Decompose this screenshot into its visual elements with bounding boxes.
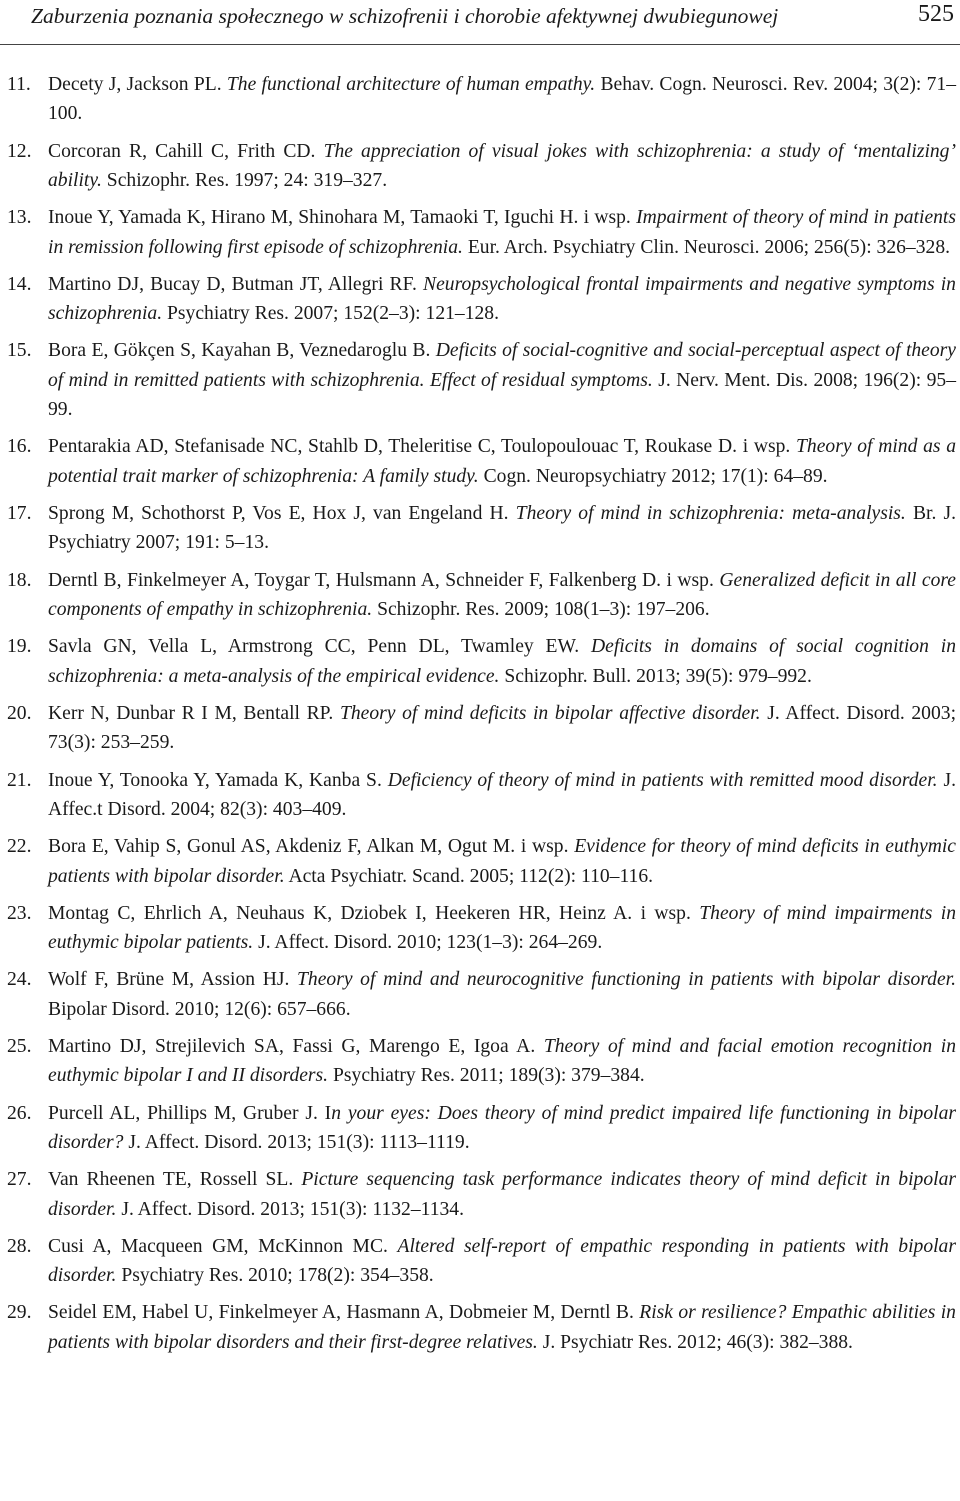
reference-number: 19. xyxy=(7,636,32,658)
reference-authors: Wolf F, Brüne M, Assion HJ. xyxy=(48,969,290,991)
reference-source: Psychiatry Res. 2007; 152(2–3): 121–128. xyxy=(167,303,499,325)
reference-number: 26. xyxy=(7,1102,32,1124)
reference-number: 11. xyxy=(7,74,31,95)
reference-source: Bipolar Disord. 2010; 12(6): 657–666. xyxy=(48,998,351,1020)
reference-authors: Inoue Y, Yamada K, Hirano M, Shinohara M, Tamaoki T, Iguchi H. i wsp. xyxy=(48,207,631,229)
reference-number: 18. xyxy=(7,569,32,591)
reference-number: 27. xyxy=(7,1169,32,1191)
reference-authors: Purcell AL, Phillips M, Gruber J. I xyxy=(48,1102,332,1124)
reference-number: 29. xyxy=(7,1302,32,1324)
reference-number: 22. xyxy=(7,836,32,858)
reference-number: 15. xyxy=(7,340,32,362)
reference-item xyxy=(0,432,960,491)
reference-title: Theory of mind and neurocognitive functioning in patients with bipolar disorder. xyxy=(297,969,956,991)
reference-number: 16. xyxy=(7,436,32,458)
reference-authors: Martino DJ, Strejilevich SA, Fassi G, Marengo E, Igoa A. xyxy=(48,1035,536,1057)
reference-title: Theory of mind in schizophrenia: meta-analysis. xyxy=(515,503,906,525)
reference-source: J. Nerv. Ment. Dis. 2008; 196(2): 95–99. xyxy=(48,369,956,421)
reference-authors: Cusi A, Macqueen GM, McKinnon MC. xyxy=(48,1235,388,1257)
reference-source: J. Affect. Disord. 2013; 151(3): 1113–1119. xyxy=(128,1131,470,1153)
reference-authors: Inoue Y, Tonooka Y, Yamada K, Kanba S. xyxy=(48,769,382,791)
reference-item xyxy=(0,566,960,625)
reference-authors: Van Rheenen TE, Rossell SL. xyxy=(48,1169,294,1191)
reference-title: Theory of mind and facial emotion recognition in euthymic bipolar I and II disorders. xyxy=(48,1035,956,1087)
reference-source: Cogn. Neuropsychiatry 2012; 17(1): 64–89. xyxy=(483,465,828,487)
reference-authors: Martino DJ, Bucay D, Butman JT, Allegri RF. xyxy=(48,273,417,295)
reference-source: J. Affec.t Disord. 2004; 82(3): 403–409. xyxy=(48,769,956,820)
reference-item xyxy=(0,336,960,424)
reference-title: Deficits in domains of social cognition in schizophrenia: a meta-analysis of the empirical evidence. xyxy=(48,636,956,687)
reference-authors: Savla GN, Vella L, Armstrong CC, Penn DL, Twamley EW. xyxy=(48,636,580,658)
reference-number: 12. xyxy=(7,140,32,162)
reference-source: Eur. Arch. Psychiatry Clin. Neurosci. 2006; 256(5): 326–328. xyxy=(467,236,951,258)
reference-item xyxy=(0,270,960,329)
reference-title: Generalized deficit in all core components of empathy in schizophrenia. xyxy=(48,569,957,621)
reference-number: 25. xyxy=(7,1035,32,1057)
reference-item xyxy=(0,965,960,1024)
reference-item xyxy=(0,1298,960,1357)
reference-title: Evidence for theory of mind deficits in euthymic patients with bipolar disorder. xyxy=(48,836,957,887)
reference-source: J. Psychiatr Res. 2012; 46(3): 382–388. xyxy=(542,1331,853,1353)
reference-source: Psychiatry Res. 2010; 178(2): 354–358. xyxy=(121,1265,434,1287)
reference-title: Picture sequencing task performance indicates theory of mind deficit in bipolar disorder. xyxy=(48,1169,956,1220)
reference-source: Psychiatry Res. 2011; 189(3): 379–384. xyxy=(333,1065,645,1087)
reference-title: Altered self-report of empathic responding in patients with bipolar disorder. xyxy=(48,1235,956,1287)
reference-item xyxy=(0,1032,960,1091)
reference-item xyxy=(0,137,960,196)
reference-title: Theory of mind impairments in euthymic bipolar patients. xyxy=(48,902,956,954)
reference-number: 20. xyxy=(7,702,32,724)
reference-authors: Kerr N, Dunbar R I M, Bentall RP. xyxy=(48,702,334,724)
reference-authors: Seidel EM, Habel U, Finkelmeyer A, Hasmann A, Dobmeier M, Derntl B. xyxy=(48,1302,634,1324)
reference-authors: Decety J, Jackson PL. xyxy=(48,74,222,95)
reference-title: Deficiency of theory of mind in patients with remitted mood disorder. xyxy=(387,769,938,791)
page-number: 525 xyxy=(918,1,954,27)
reference-item xyxy=(0,699,960,758)
reference-number: 24. xyxy=(7,969,32,991)
reference-number: 21. xyxy=(7,769,32,791)
reference-authors: Bora E, Gökçen S, Kayahan B, Veznedaroglu B. xyxy=(48,340,431,362)
reference-title: Impairment of theory of mind in patients in remission following first episode of schizophrenia. xyxy=(48,207,957,258)
reference-item xyxy=(0,899,960,958)
reference-item xyxy=(0,766,960,825)
reference-title: Deficits of social-cognitive and social-perceptual aspect of theory of mind in remitted patients with schizophrenia. Effect of residual symptoms. xyxy=(48,340,956,391)
reference-authors: Derntl B, Finkelmeyer A, Toygar T, Hulsmann A, Schneider F, Falkenberg D. i wsp. xyxy=(48,569,714,591)
reference-list xyxy=(0,70,960,1365)
reference-title: The functional architecture of human empathy. xyxy=(226,74,596,95)
reference-title: Theory of mind as a potential trait marker of schizophrenia: A family study. xyxy=(48,436,957,487)
reference-item xyxy=(0,70,960,129)
reference-source: Schizophr. Bull. 2013; 39(5): 979–992. xyxy=(504,665,812,687)
reference-item xyxy=(0,1099,960,1158)
reference-source: J. Affect. Disord. 2010; 123(1–3): 264–269. xyxy=(258,932,603,954)
reference-authors: Sprong M, Schothorst P, Vos E, Hox J, van Engeland H. xyxy=(48,503,509,525)
running-title: Zaburzenia poznania społecznego w schizofrenii i chorobie afektywnej dwubiegunowej xyxy=(31,4,779,28)
reference-item xyxy=(0,499,960,558)
reference-title: Risk or resilience? Empathic abilities in patients with bipolar disorders and their first-degree relatives. xyxy=(48,1302,956,1353)
reference-authors: Corcoran R, Cahill C, Frith CD. xyxy=(48,140,316,162)
reference-item xyxy=(0,1232,960,1291)
reference-number: 28. xyxy=(7,1235,32,1257)
reference-number: 17. xyxy=(7,503,32,525)
reference-item xyxy=(0,832,960,891)
reference-title: The appreciation of visual jokes with schizophrenia: a study of ‘mentalizing’ ability. xyxy=(48,140,957,192)
reference-source: Behav. Cogn. Neurosci. Rev. 2004; 3(2): 71–100. xyxy=(48,74,957,125)
reference-number: 23. xyxy=(7,902,32,924)
reference-source: Br. J. Psychiatry 2007; 191: 5–13. xyxy=(48,503,956,554)
reference-source: Acta Psychiatr. Scand. 2005; 112(2): 110–116. xyxy=(288,865,654,887)
reference-item xyxy=(0,203,960,262)
reference-number: 13. xyxy=(7,207,32,229)
reference-title: n your eyes: Does theory of mind predict impaired life functioning in bipolar disorder? xyxy=(48,1102,956,1153)
reference-item xyxy=(0,632,960,691)
reference-authors: Pentarakia AD, Stefanisade NC, Stahlb D, Theleritise C, Toulopoulouac T, Roukase D. i wsp. xyxy=(48,436,791,458)
reference-authors: Montag C, Ehrlich A, Neuhaus K, Dziobek I, Heekeren HR, Heinz A. i wsp. xyxy=(48,902,691,924)
reference-source: J. Affect. Disord. 2003; 73(3): 253–259. xyxy=(48,702,957,754)
reference-number: 14. xyxy=(7,273,32,295)
reference-title: Theory of mind deficits in bipolar affective disorder. xyxy=(339,702,761,724)
reference-title: Neuropsychological frontal impairments and negative symptoms in schizophrenia. xyxy=(48,273,956,325)
reference-authors: Bora E, Vahip S, Gonul AS, Akdeniz F, Alkan M, Ogut M. i wsp. xyxy=(48,836,569,858)
reference-source: Schizophr. Res. 1997; 24: 319–327. xyxy=(106,170,388,192)
reference-source: J. Affect. Disord. 2013; 151(3): 1132–1134. xyxy=(121,1198,464,1220)
page-header xyxy=(0,0,960,45)
reference-item xyxy=(0,1165,960,1224)
reference-source: Schizophr. Res. 2009; 108(1–3): 197–206. xyxy=(377,599,710,621)
